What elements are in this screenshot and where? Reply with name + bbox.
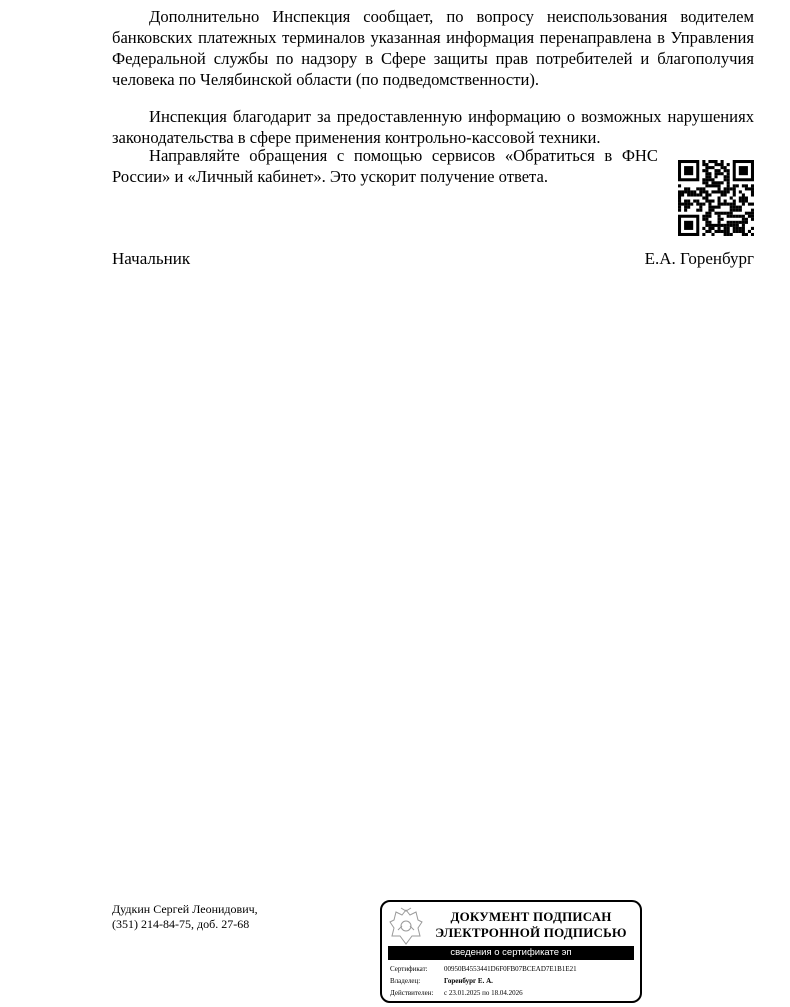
qr-code-icon: [678, 160, 754, 236]
owner-label: Владелец:: [390, 977, 421, 985]
owner-row: [390, 976, 493, 986]
owner-value: Горенбург Е. А.: [444, 977, 493, 985]
validity-value: с 23.01.2025 по 18.04.2026: [444, 989, 523, 997]
paragraph-thanks: Инспекция благодарит за предоставленную информацию о возможных нарушениях законодательства в сфере применения контрольно-кассовой техники.: [112, 107, 754, 147]
validity-row: [390, 988, 523, 998]
coat-of-arms-icon: [388, 906, 424, 946]
electronic-signature-stamp: [380, 900, 642, 1003]
executor-phone: (351) 214-84-75, доб. 27-68: [112, 917, 250, 931]
signatory-name: Е.А. Горенбург: [644, 249, 754, 268]
executor-contact: [112, 902, 258, 932]
certificate-row: [390, 964, 577, 974]
certificate-label: Сертификат:: [390, 965, 428, 973]
stamp-certificate-bar: сведения о сертификате эп: [388, 946, 634, 960]
executor-name: Дудкин Сергей Леонидович,: [112, 902, 258, 916]
certificate-value: 00950B4553441D6F0FB07BCEAD7E1B1E21: [444, 965, 577, 973]
stamp-heading-line2: ЭЛЕКТРОННОЙ ПОДПИСЬЮ: [435, 925, 627, 940]
stamp-heading-line1: ДОКУМЕНТ ПОДПИСАН: [450, 909, 612, 924]
paragraph-services: Направляйте обращения с помощью сервисов «Обратиться в ФНС России» и «Личный кабинет». Это ускорит получение ответа.: [112, 146, 658, 186]
paragraph-forwarding-info: Дополнительно Инспекция сообщает, по вопросу неиспользования водителем банковских платежных терминалов указанная информация перенаправлена в Управления Федеральной службы по надзору в Сфере защиты прав потребителей и благополучия человека по Челябинской области (по подведомственности).: [112, 7, 754, 89]
validity-label: Действителен:: [390, 989, 434, 997]
signatory-title: Начальник: [112, 249, 191, 268]
